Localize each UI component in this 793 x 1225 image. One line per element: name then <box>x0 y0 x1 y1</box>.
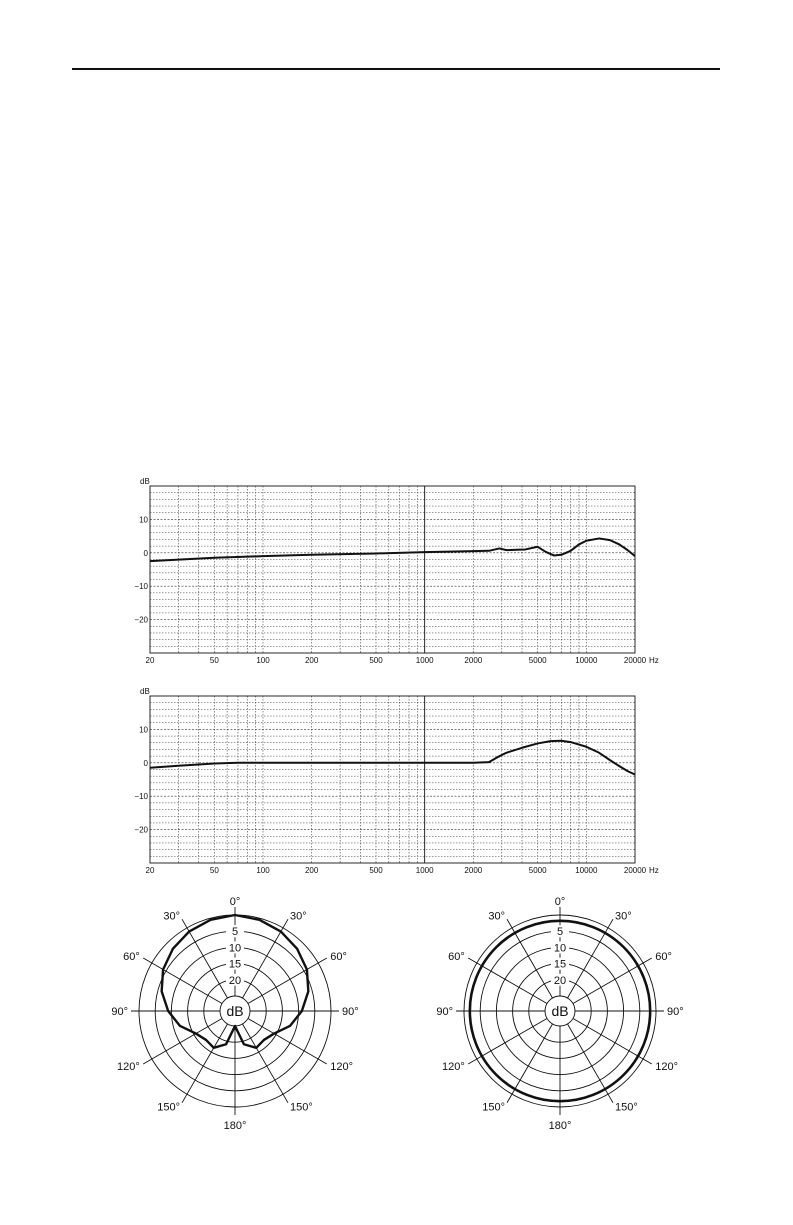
y-tick-label: 10 <box>139 515 148 525</box>
angle-label-top: 0° <box>229 896 241 908</box>
y-axis-label: dB <box>140 477 150 486</box>
angle-label-r150: 150° <box>290 1101 313 1114</box>
x-tick-label: 10000 <box>575 656 598 665</box>
center-db-label: dB <box>226 1003 244 1019</box>
angle-label-top: 0° <box>554 896 566 908</box>
x-tick-label: 20000 <box>623 656 647 665</box>
center-db-label: dB <box>551 1003 569 1019</box>
polar-spoke <box>468 1019 547 1065</box>
x-tick-label: 500 <box>369 656 383 665</box>
angle-label-r60: 60° <box>330 951 347 963</box>
angle-label-r120: 120° <box>330 1061 354 1073</box>
x-tick-label: 50 <box>209 656 219 665</box>
angle-label-ur: 30° <box>290 910 307 923</box>
angle-label-ul: 30° <box>163 910 180 923</box>
angle-label-ur: 30° <box>615 910 632 923</box>
x-tick-label: 10000 <box>575 866 598 875</box>
polar-spoke <box>248 958 327 1004</box>
x-tick-label: 5000 <box>528 866 547 875</box>
angle-label-r90: 90° <box>667 1006 684 1018</box>
polar-spoke <box>182 1024 228 1103</box>
polar-spoke <box>573 1019 652 1065</box>
x-tick-label: 500 <box>369 866 383 875</box>
x-tick-label: 100 <box>256 866 270 875</box>
y-axis-label: dB <box>140 687 150 696</box>
polar-spoke <box>143 958 222 1004</box>
ring-label: 5 <box>231 926 239 939</box>
y-tick-label: −20 <box>134 825 148 835</box>
x-tick-label: 200 <box>304 656 319 665</box>
angle-label-l120: 120° <box>441 1061 465 1073</box>
polar-pattern-chart-2 <box>425 888 695 1133</box>
polar-spoke <box>248 1019 327 1065</box>
polar-spoke <box>573 958 652 1004</box>
angle-label-r60: 60° <box>655 951 672 963</box>
ring-label: 20 <box>553 974 567 987</box>
top-rule <box>72 68 720 70</box>
angle-label-bottom: 180° <box>548 1120 572 1132</box>
polar-spoke <box>243 1024 289 1103</box>
plot-frame <box>150 486 635 653</box>
angle-label-l60: 60° <box>448 951 465 963</box>
ring-label: 5 <box>556 926 564 939</box>
x-tick-label: 2000 <box>464 656 483 665</box>
x-tick-label: 1000 <box>415 656 434 665</box>
angle-label-r120: 120° <box>655 1061 679 1073</box>
plot-frame <box>150 696 635 863</box>
frequency-response-chart-1 <box>120 470 680 665</box>
x-tick-label: 50 <box>209 866 219 875</box>
x-tick-label: 1000 <box>415 866 434 875</box>
y-tick-label: 10 <box>139 725 148 735</box>
angle-label-l60: 60° <box>123 951 140 963</box>
ring-label: 15 <box>228 958 242 971</box>
polar-spoke <box>143 1019 222 1065</box>
y-tick-label: −10 <box>134 582 148 592</box>
polar-spoke <box>507 919 553 998</box>
angle-label-l150: 150° <box>482 1101 505 1114</box>
angle-label-ul: 30° <box>488 910 505 923</box>
angle-label-r150: 150° <box>615 1101 638 1114</box>
x-tick-label: 5000 <box>528 656 547 665</box>
polar-spoke <box>568 919 614 998</box>
angle-label-l120: 120° <box>116 1061 140 1073</box>
polar-pattern-chart-1 <box>100 888 370 1133</box>
ring-label: 10 <box>553 942 567 955</box>
angle-label-r90: 90° <box>342 1006 359 1018</box>
angle-label-l90: 90° <box>436 1006 453 1018</box>
x-tick-label: 20 <box>145 866 155 875</box>
ring-label: 10 <box>228 942 242 955</box>
polar-spoke <box>468 958 547 1004</box>
x-tick-label: 20 <box>145 656 155 665</box>
polar-spoke <box>507 1024 553 1103</box>
frequency-response-chart-2 <box>120 680 680 875</box>
polar-spoke <box>568 1024 614 1103</box>
x-axis-unit: Hz <box>649 866 659 875</box>
y-tick-label: −20 <box>134 615 148 625</box>
y-tick-label: 0 <box>143 548 148 558</box>
angle-label-bottom: 180° <box>223 1120 247 1132</box>
x-tick-label: 2000 <box>464 866 483 875</box>
x-axis-unit: Hz <box>649 656 659 665</box>
y-tick-label: 0 <box>143 758 148 768</box>
x-tick-label: 20000 <box>623 866 647 875</box>
angle-label-l150: 150° <box>157 1101 180 1114</box>
x-tick-label: 200 <box>304 866 319 875</box>
y-tick-label: −10 <box>134 792 148 802</box>
ring-label: 20 <box>228 974 242 987</box>
ring-label: 15 <box>553 958 567 971</box>
angle-label-l90: 90° <box>111 1006 128 1018</box>
x-tick-label: 100 <box>256 656 270 665</box>
response-curve <box>150 538 635 561</box>
